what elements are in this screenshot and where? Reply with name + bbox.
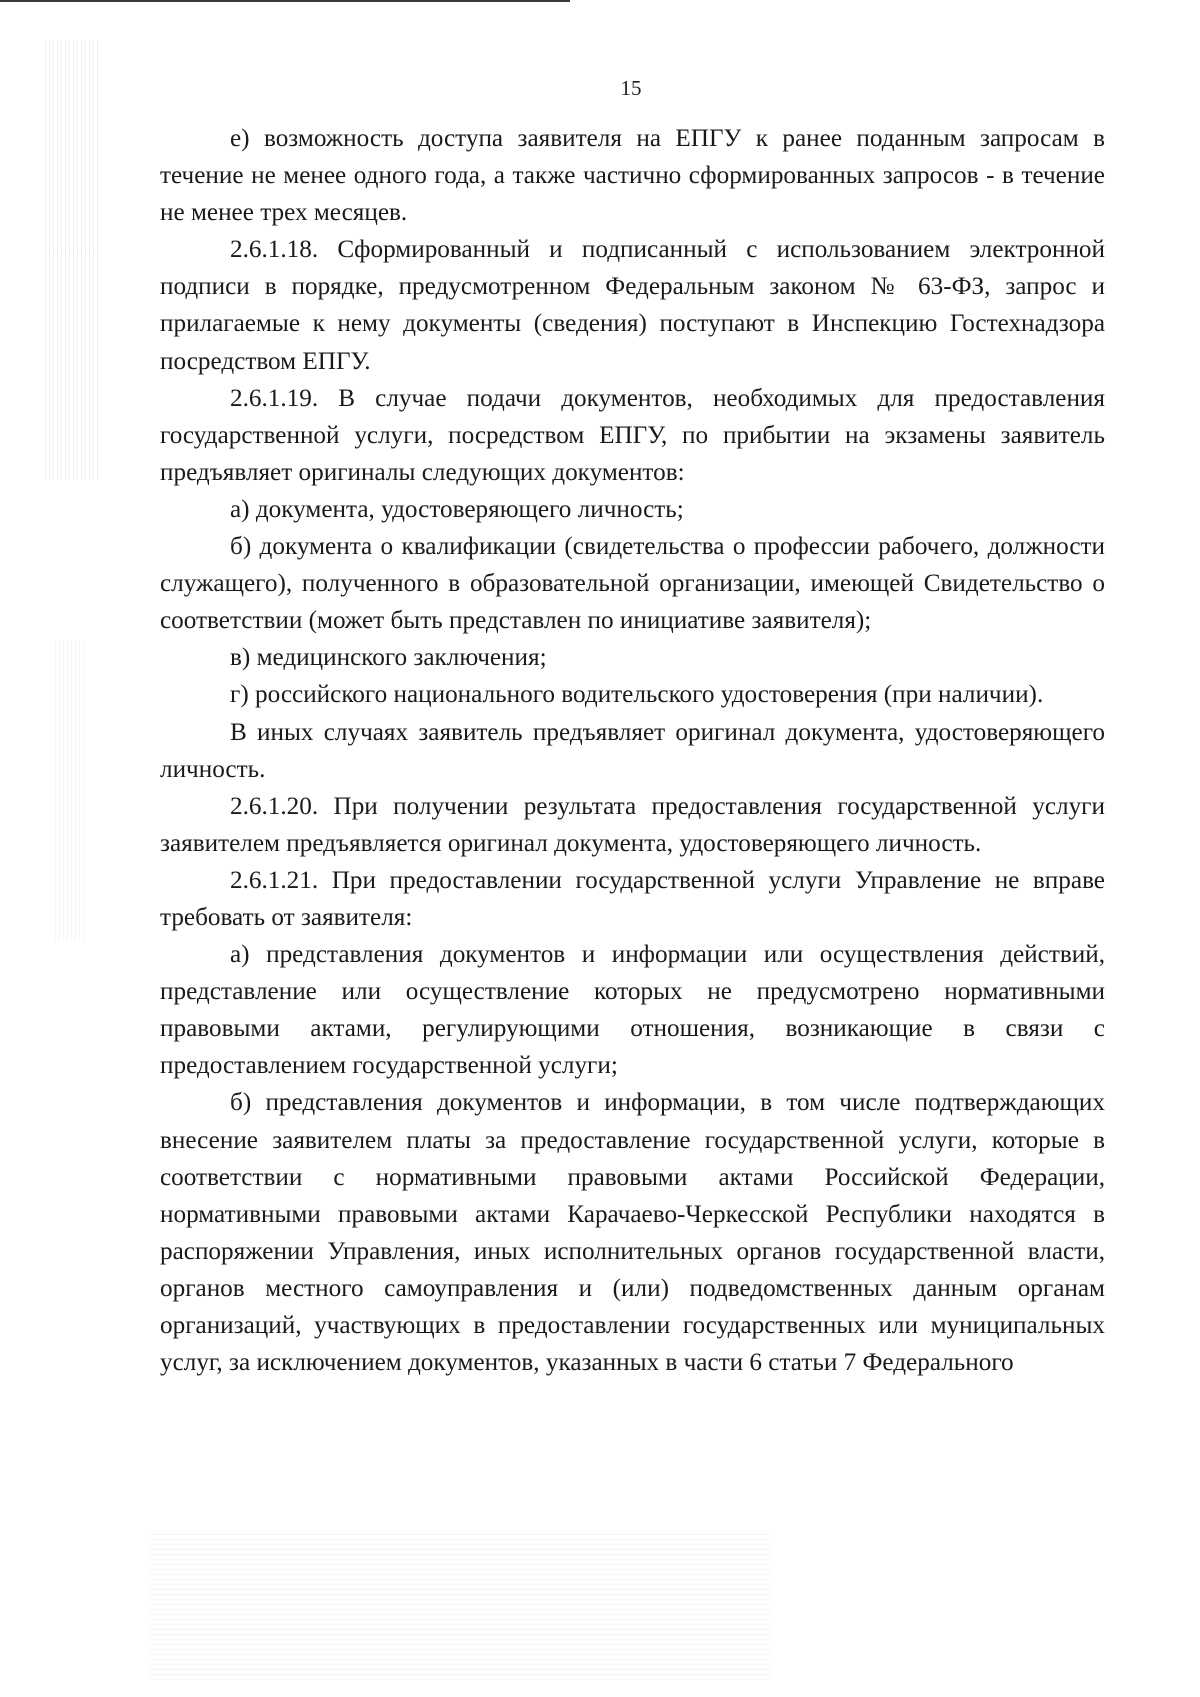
document-body [160,120,1105,1381]
paragraph-2-6-1-20: 2.6.1.20. При получении результата предоставления государственной услуги заявителем предъявляется оригинал документа, удостоверяющего личность. [160,792,1105,857]
paragraph-2-6-1-19: 2.6.1.19. В случае подачи документов, необходимых для предоставления государственной услуги, посредством ЕПГУ, по прибытии на экзамены заявитель предъявляет оригиналы следующих документов: [160,384,1105,486]
page-number: 15 [620,76,642,100]
paragraph-2-6-1-18: 2.6.1.18. Сформированный и подписанный с использованием электронной подписи в порядке, предусмотренном Федеральным законом № 63-ФЗ, запрос и прилагаемые к нему документы (сведения) поступают в Инспекцию Гостехнадзора посредством ЕПГУ. [160,236,1105,375]
top-scan-rule [0,0,570,2]
list-item-v-medical: в) медицинского заключения; [230,644,547,672]
scan-artifact-left [45,40,100,480]
scan-artifact-bottom [150,1530,770,1680]
list-item-a-identity: а) документа, удостоверяющего личность; [230,495,684,523]
paragraph-e-epgu-access: е) возможность доступа заявителя на ЕПГУ к ранее поданным запросам в течение не менее одного года, а также частично сформированных запросов - в течение не менее трех месяцев. [160,125,1105,227]
paragraph-2-6-1-21: 2.6.1.21. При предоставлении государственной услуги Управление не вправе требовать от заявителя: [160,866,1105,931]
list-item-g-license: г) российского национального водительского удостоверения (при наличии). [230,681,1044,709]
list-item-b-qualification: б) документа о квалификации (свидетельства о профессии рабочего, должности служащего), полученного в образовательной организации, имеющей Свидетельство о соответствии (может быть представлен по инициативе заявителя); [160,533,1105,635]
paragraph-other-cases: В иных случаях заявитель предъявляет оригинал документа, удостоверяющего личность. [160,718,1105,783]
list-item-a-documents: а) представления документов и информации или осуществления действий, представление или осуществление которых не предусмотрено нормативными правовыми актами, регулирующими отношения, возникающие в связи с предоставлением государственной услуги; [160,941,1105,1080]
scan-artifact-left-lower [55,640,85,940]
list-item-b-documents: б) представления документов и информации, в том числе подтверждающих внесение заявителем платы за предоставление государственной услуги, которые в соответствии с нормативными правовыми актами Российской Федерации, нормативными правовыми актами Карачаево-Черкесской Республики находятся в распоряжении Управления, иных исполнительных органов государственной власти, органов местного самоуправления и (или) подведомственных данным органам организаций, участвующих в предоставлении государственных или муниципальных услуг, за исключением документов, указанных в части 6 статьи 7 Федерального [160,1089,1105,1377]
